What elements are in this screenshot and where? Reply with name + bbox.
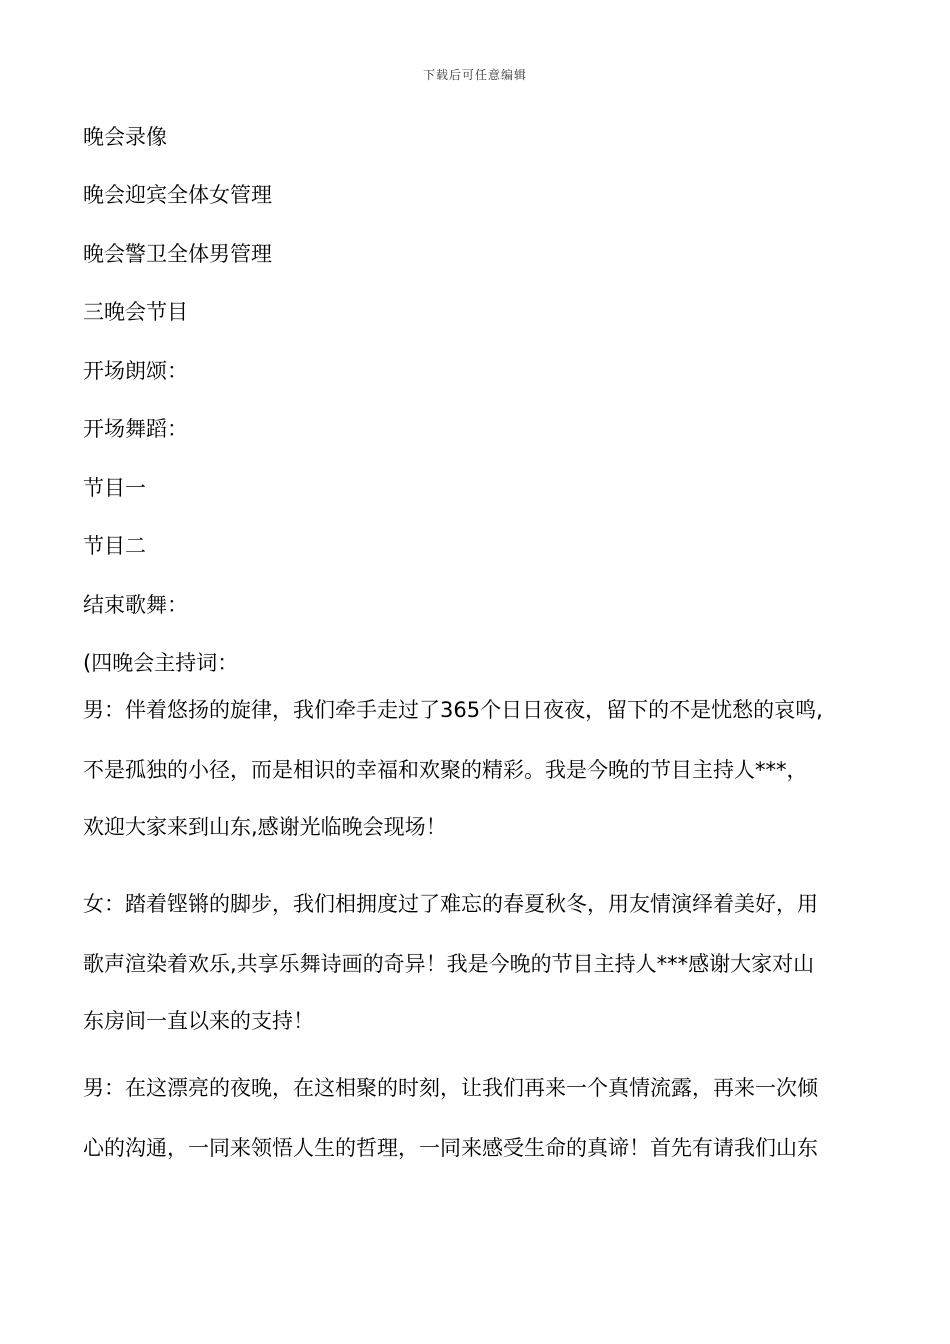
- section-heading-host-script: (四晚会主持词：: [83, 651, 239, 675]
- item-program-two: 节目二: [83, 534, 146, 558]
- dialogue-line: 心的沟通，一同来领悟人生的哲理，一同来感受生命的真谛！首先有请我们山东: [83, 1136, 818, 1160]
- item-program-one: 节目一: [83, 476, 146, 500]
- dialogue-line: 男：在这漂亮的夜晚，在这相聚的时刻，让我们再来一个真情流露，再来一次倾: [83, 1076, 818, 1100]
- item-closing-song-dance: 结束歌舞：: [83, 593, 188, 617]
- item-security-staff: 晚会警卫全体男管理: [83, 242, 272, 266]
- dialogue-line: 歌声渲染着欢乐,共享乐舞诗画的奇异！我是今晚的节目主持人***感谢大家对山: [83, 952, 815, 976]
- dialogue-line: 东房间一直以来的支持！: [83, 1009, 314, 1033]
- dialogue-line: 男：伴着悠扬的旋律，我们牵手走过了365个日日夜夜，留下的不是忧愁的哀鸣,: [83, 698, 823, 722]
- dialogue-paragraph: [83, 680, 883, 854]
- dialogue-line: 欢迎大家来到山东,感谢光临晚会现场！: [83, 815, 447, 839]
- dialogue-paragraph: [83, 874, 883, 1048]
- item-opening-recitation: 开场朗颂：: [83, 359, 188, 383]
- dialogue-paragraph: [83, 1058, 883, 1178]
- header-note: 下载后可任意编辑: [422, 68, 527, 82]
- dialogue-line: 女：踏着铿锵的脚步，我们相拥度过了难忘的春夏秋冬，用友情演绎着美好，用: [83, 892, 818, 916]
- item-evening-recording: 晚会录像: [83, 125, 167, 149]
- item-welcome-staff: 晚会迎宾全体女管理: [83, 183, 272, 207]
- section-heading-programs: 三晚会节目: [83, 300, 188, 324]
- item-opening-dance: 开场舞蹈：: [83, 417, 188, 441]
- dialogue-line: 不是孤独的小径，而是相识的幸福和欢聚的精彩。我是今晚的节目主持人***，: [83, 758, 808, 782]
